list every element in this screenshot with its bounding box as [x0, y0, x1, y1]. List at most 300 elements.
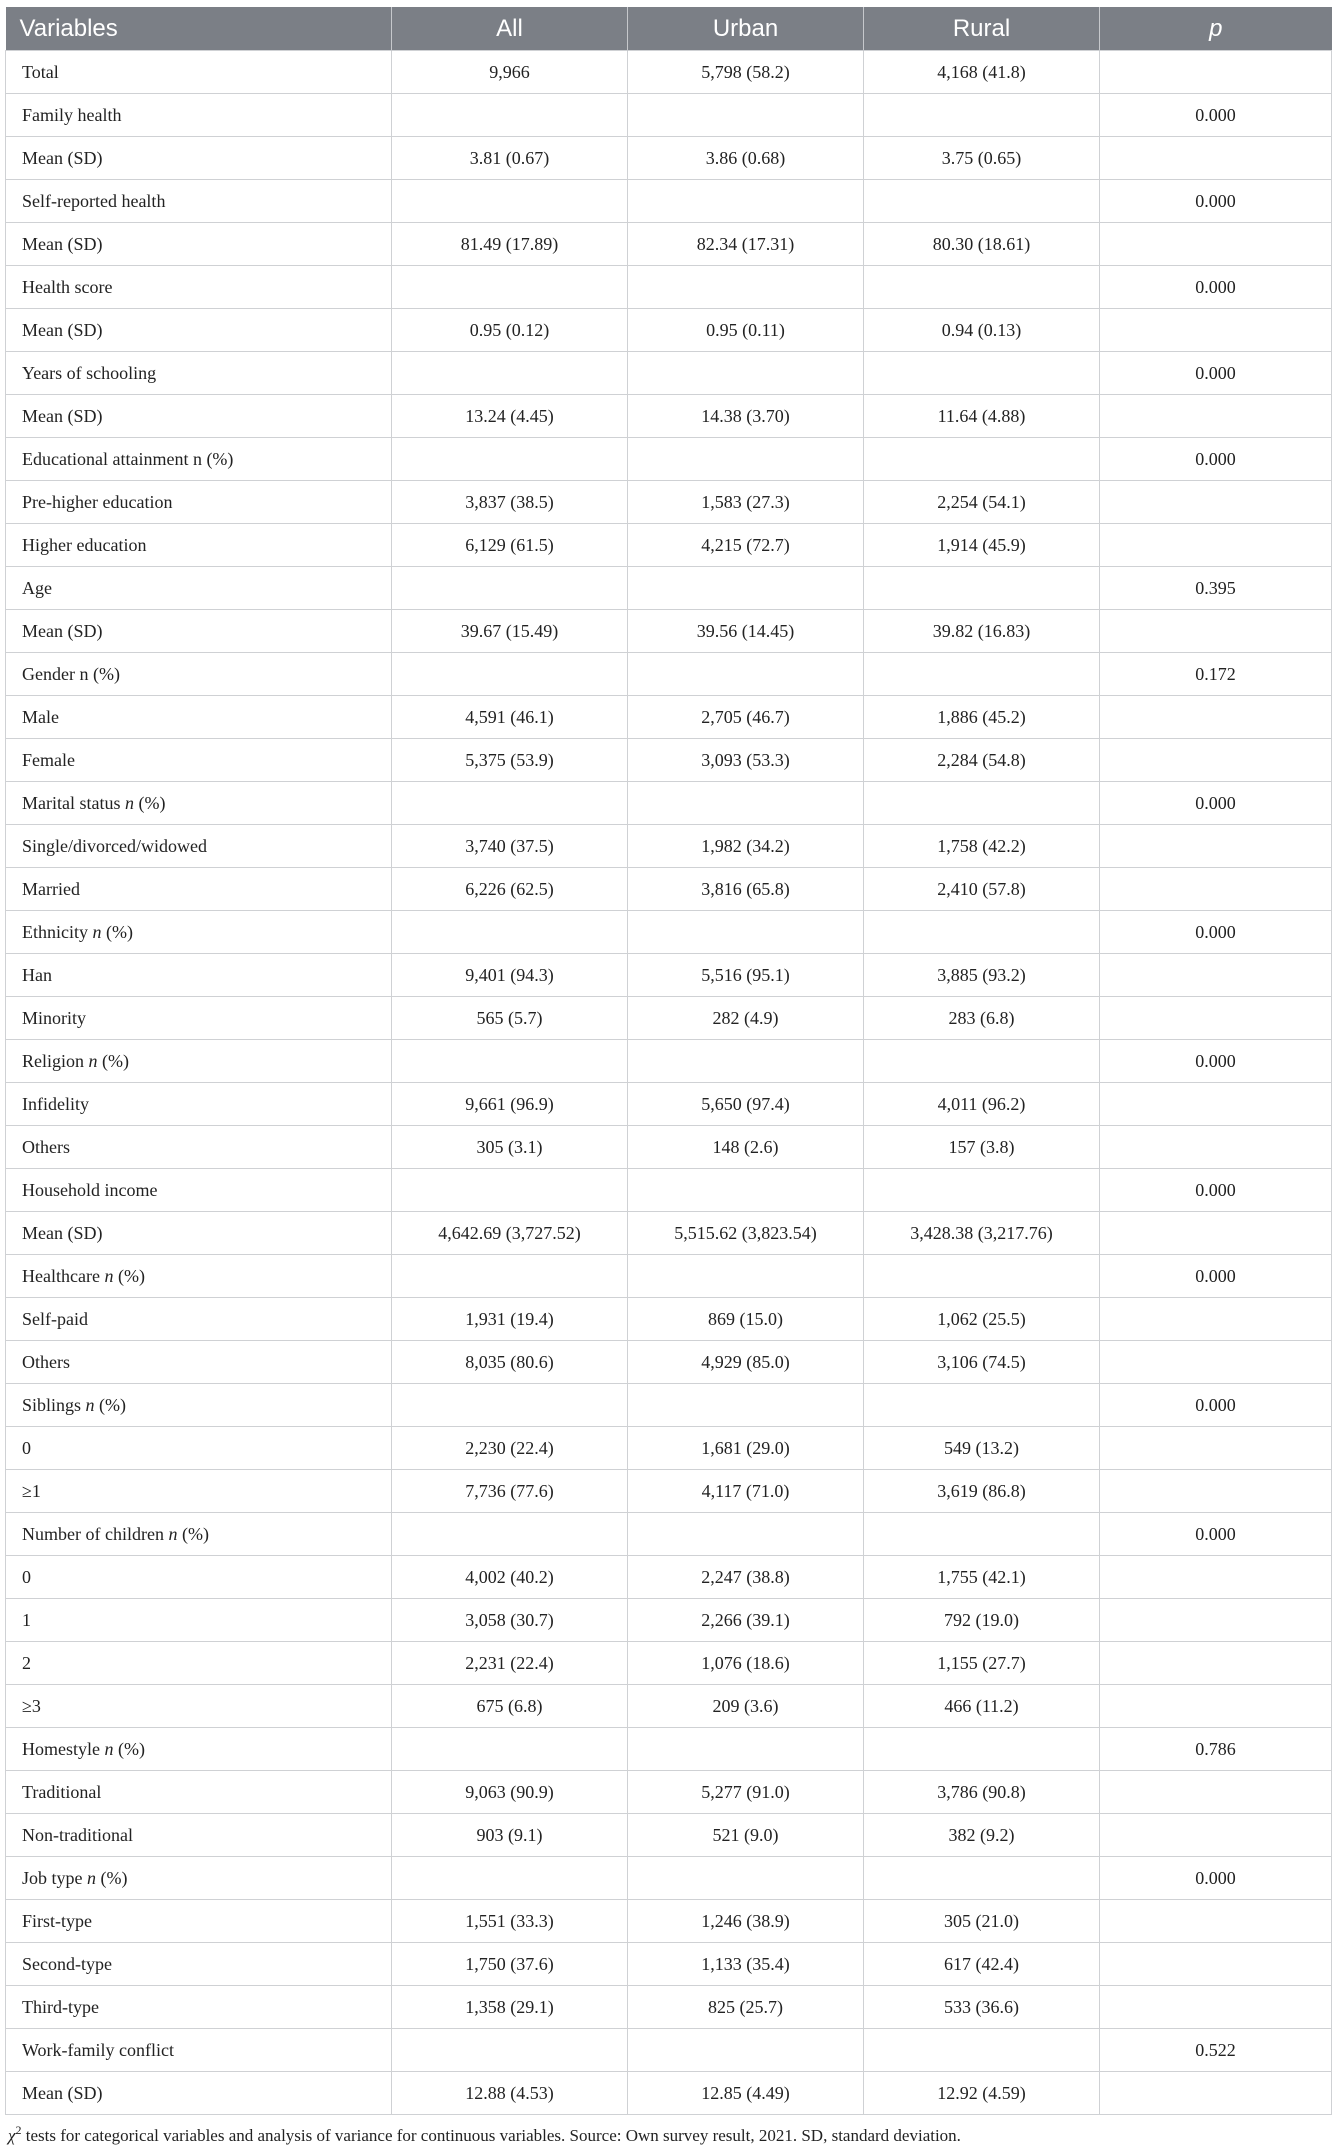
variable-cell [6, 739, 392, 782]
cell-rural [864, 1169, 1100, 1212]
cell-p-value: 0.000 [1100, 1169, 1332, 1212]
table-row [6, 438, 1332, 481]
table-container [5, 7, 1331, 2146]
cell-all: 4,642.69 (3,727.52) [392, 1212, 628, 1255]
cell-all [392, 1728, 628, 1771]
table-row [6, 610, 1332, 653]
table-row [6, 1298, 1332, 1341]
table-header [6, 7, 1332, 51]
footnote-text: tests for categorical variables and analysis of variance for continuous variables. Source: Own survey result, 2021. SD, standard deviation. [21, 2126, 961, 2145]
variable-label: Minority [22, 1007, 87, 1028]
cell-p-value [1100, 1685, 1332, 1728]
cell-p-value [1100, 524, 1332, 567]
cell-urban [628, 438, 864, 481]
table-row [6, 352, 1332, 395]
cell-rural: 4,168 (41.8) [864, 51, 1100, 94]
cell-p-value: 0.522 [1100, 2029, 1332, 2072]
cell-all: 7,736 (77.6) [392, 1470, 628, 1513]
cell-all: 1,931 (19.4) [392, 1298, 628, 1341]
footnote-superscript: 2 [15, 2123, 22, 2137]
variable-label: Single/divorced/widowed [22, 835, 207, 856]
variable-cell [6, 137, 392, 180]
variable-cell [6, 1599, 392, 1642]
table-row [6, 1083, 1332, 1126]
cell-all [392, 782, 628, 825]
cell-urban [628, 352, 864, 395]
cell-urban: 0.95 (0.11) [628, 309, 864, 352]
variable-label: Number of children [22, 1523, 164, 1544]
variable-label: Others [22, 1351, 70, 1372]
variable-cell [6, 180, 392, 223]
cell-urban: 5,515.62 (3,823.54) [628, 1212, 864, 1255]
cell-all: 6,226 (62.5) [392, 868, 628, 911]
variable-cell [6, 1126, 392, 1169]
variable-label: Ethnicity [22, 921, 88, 942]
cell-p-value: 0.000 [1100, 352, 1332, 395]
cell-urban: 4,929 (85.0) [628, 1341, 864, 1384]
variable-cell [6, 610, 392, 653]
cell-rural: 382 (9.2) [864, 1814, 1100, 1857]
cell-rural: 3,885 (93.2) [864, 954, 1100, 997]
cell-all: 9,063 (90.9) [392, 1771, 628, 1814]
table-row [6, 1255, 1332, 1298]
cell-all [392, 438, 628, 481]
variable-cell [6, 1513, 392, 1556]
table-row [6, 2072, 1332, 2115]
variable-cell [6, 1814, 392, 1857]
variable-label: Religion [22, 1050, 84, 1071]
header-all: All [392, 7, 628, 51]
variable-label: 0 [22, 1566, 31, 1587]
table-row [6, 997, 1332, 1040]
cell-all [392, 1255, 628, 1298]
variable-label: Infidelity [22, 1093, 89, 1114]
cell-all: 9,401 (94.3) [392, 954, 628, 997]
cell-p-value [1100, 395, 1332, 438]
variable-label: Married [22, 878, 80, 899]
variable-label: Pre-higher education [22, 491, 173, 512]
variable-label: First-type [22, 1910, 92, 1931]
variable-cell [6, 1556, 392, 1599]
variable-label: Homestyle [22, 1738, 100, 1759]
cell-p-value: 0.000 [1100, 438, 1332, 481]
variable-n-symbol: n [85, 1394, 95, 1415]
cell-rural [864, 1255, 1100, 1298]
variable-label: Mean (SD) [22, 620, 103, 641]
cell-all: 1,358 (29.1) [392, 1986, 628, 2029]
cell-urban [628, 782, 864, 825]
cell-urban: 3,093 (53.3) [628, 739, 864, 782]
cell-urban: 521 (9.0) [628, 1814, 864, 1857]
cell-rural: 157 (3.8) [864, 1126, 1100, 1169]
cell-urban [628, 653, 864, 696]
variable-cell [6, 1900, 392, 1943]
variable-cell [6, 1255, 392, 1298]
cell-urban: 1,681 (29.0) [628, 1427, 864, 1470]
table-row [6, 1943, 1332, 1986]
variable-label: Mean (SD) [22, 319, 103, 340]
cell-urban: 1,076 (18.6) [628, 1642, 864, 1685]
variable-label: Female [22, 749, 75, 770]
cell-all: 305 (3.1) [392, 1126, 628, 1169]
table-row [6, 1384, 1332, 1427]
variable-n-symbol: n [104, 1738, 114, 1759]
variable-cell [6, 1857, 392, 1900]
cell-urban [628, 1857, 864, 1900]
table-row [6, 653, 1332, 696]
cell-urban: 12.85 (4.49) [628, 2072, 864, 2115]
cell-rural [864, 94, 1100, 137]
table-row [6, 309, 1332, 352]
table-row [6, 1470, 1332, 1513]
variable-cell [6, 696, 392, 739]
cell-p-value [1100, 1771, 1332, 1814]
cell-rural: 2,410 (57.8) [864, 868, 1100, 911]
table-row [6, 1427, 1332, 1470]
cell-rural: 549 (13.2) [864, 1427, 1100, 1470]
cell-all [392, 1857, 628, 1900]
table-row [6, 739, 1332, 782]
variable-label: 0 [22, 1437, 31, 1458]
cell-all: 2,231 (22.4) [392, 1642, 628, 1685]
variable-cell [6, 1642, 392, 1685]
cell-urban [628, 2029, 864, 2072]
variable-cell [6, 1943, 392, 1986]
cell-rural: 3,106 (74.5) [864, 1341, 1100, 1384]
data-table [5, 7, 1332, 2115]
cell-all [392, 1513, 628, 1556]
table-body [6, 51, 1332, 2115]
variable-label: Self-reported health [22, 190, 166, 211]
cell-all [392, 1040, 628, 1083]
variable-n-symbol: n [92, 921, 102, 942]
cell-urban [628, 567, 864, 610]
cell-urban: 825 (25.7) [628, 1986, 864, 2029]
cell-all: 4,002 (40.2) [392, 1556, 628, 1599]
table-row [6, 481, 1332, 524]
variable-label: Male [22, 706, 59, 727]
table-row [6, 524, 1332, 567]
header-variables: Variables [6, 7, 392, 51]
table-row [6, 696, 1332, 739]
variable-suffix: (%) [133, 792, 166, 813]
cell-urban: 39.56 (14.45) [628, 610, 864, 653]
variable-label: Mean (SD) [22, 147, 103, 168]
table-row [6, 2029, 1332, 2072]
cell-rural: 2,284 (54.8) [864, 739, 1100, 782]
table-row [6, 954, 1332, 997]
cell-p-value: 0.172 [1100, 653, 1332, 696]
cell-p-value: 0.000 [1100, 1384, 1332, 1427]
cell-all [392, 180, 628, 223]
variable-cell [6, 567, 392, 610]
cell-urban: 1,982 (34.2) [628, 825, 864, 868]
cell-urban: 5,650 (97.4) [628, 1083, 864, 1126]
variable-cell [6, 782, 392, 825]
variable-cell [6, 1083, 392, 1126]
variable-label: Others [22, 1136, 70, 1157]
cell-urban [628, 1255, 864, 1298]
table-row [6, 1341, 1332, 1384]
variable-label: Gender n (%) [22, 663, 120, 684]
cell-p-value: 0.000 [1100, 1255, 1332, 1298]
table-row [6, 180, 1332, 223]
header-urban: Urban [628, 7, 864, 51]
cell-all: 13.24 (4.45) [392, 395, 628, 438]
table-row [6, 1771, 1332, 1814]
variable-suffix: (%) [177, 1523, 209, 1544]
variable-label: Mean (SD) [22, 405, 103, 426]
cell-all [392, 653, 628, 696]
cell-urban: 209 (3.6) [628, 1685, 864, 1728]
cell-rural [864, 782, 1100, 825]
cell-rural: 39.82 (16.83) [864, 610, 1100, 653]
table-row [6, 1556, 1332, 1599]
variable-cell [6, 481, 392, 524]
variable-cell [6, 653, 392, 696]
variable-label: Family health [22, 104, 122, 125]
cell-rural: 80.30 (18.61) [864, 223, 1100, 266]
variable-label: Health score [22, 276, 113, 297]
cell-urban: 4,117 (71.0) [628, 1470, 864, 1513]
cell-p-value [1100, 309, 1332, 352]
cell-p-value [1100, 1599, 1332, 1642]
variable-label: Educational attainment n (%) [22, 448, 234, 469]
cell-p-value: 0.000 [1100, 1040, 1332, 1083]
variable-cell [6, 868, 392, 911]
cell-all: 3,740 (37.5) [392, 825, 628, 868]
cell-all [392, 352, 628, 395]
cell-p-value [1100, 1126, 1332, 1169]
variable-suffix: (%) [97, 1050, 129, 1071]
variable-cell [6, 51, 392, 94]
cell-rural: 1,062 (25.5) [864, 1298, 1100, 1341]
cell-rural [864, 266, 1100, 309]
cell-urban: 2,247 (38.8) [628, 1556, 864, 1599]
cell-urban [628, 1384, 864, 1427]
variable-cell [6, 352, 392, 395]
cell-p-value: 0.395 [1100, 567, 1332, 610]
cell-p-value: 0.786 [1100, 1728, 1332, 1771]
cell-p-value: 0.000 [1100, 782, 1332, 825]
variable-label: Mean (SD) [22, 1222, 103, 1243]
cell-p-value [1100, 739, 1332, 782]
cell-rural: 1,155 (27.7) [864, 1642, 1100, 1685]
variable-label: Second-type [22, 1953, 112, 1974]
variable-n-symbol: n [87, 1867, 96, 1888]
variable-cell [6, 395, 392, 438]
variable-label: 2 [22, 1652, 31, 1673]
cell-urban: 282 (4.9) [628, 997, 864, 1040]
cell-all: 3,058 (30.7) [392, 1599, 628, 1642]
table-row [6, 1814, 1332, 1857]
cell-p-value: 0.000 [1100, 911, 1332, 954]
variable-cell [6, 911, 392, 954]
table-row [6, 1986, 1332, 2029]
cell-p-value [1100, 1212, 1332, 1255]
cell-all: 12.88 (4.53) [392, 2072, 628, 2115]
cell-p-value [1100, 1556, 1332, 1599]
cell-rural: 1,755 (42.1) [864, 1556, 1100, 1599]
cell-rural: 2,254 (54.1) [864, 481, 1100, 524]
cell-all: 903 (9.1) [392, 1814, 628, 1857]
cell-p-value [1100, 825, 1332, 868]
cell-all: 3.81 (0.67) [392, 137, 628, 180]
cell-all: 675 (6.8) [392, 1685, 628, 1728]
cell-rural [864, 1728, 1100, 1771]
cell-rural: 466 (11.2) [864, 1685, 1100, 1728]
cell-rural [864, 1040, 1100, 1083]
cell-p-value [1100, 137, 1332, 180]
cell-rural [864, 911, 1100, 954]
cell-urban [628, 1513, 864, 1556]
cell-urban [628, 1728, 864, 1771]
cell-all: 1,750 (37.6) [392, 1943, 628, 1986]
cell-rural: 792 (19.0) [864, 1599, 1100, 1642]
table-row [6, 782, 1332, 825]
cell-p-value [1100, 997, 1332, 1040]
cell-all: 81.49 (17.89) [392, 223, 628, 266]
table-row [6, 395, 1332, 438]
cell-urban [628, 266, 864, 309]
table-row [6, 911, 1332, 954]
cell-urban [628, 1040, 864, 1083]
cell-urban: 5,516 (95.1) [628, 954, 864, 997]
cell-urban: 3,816 (65.8) [628, 868, 864, 911]
variable-label: Traditional [22, 1781, 102, 1802]
cell-p-value [1100, 1427, 1332, 1470]
cell-rural: 1,886 (45.2) [864, 696, 1100, 739]
variable-label: Mean (SD) [22, 233, 103, 254]
cell-rural: 4,011 (96.2) [864, 1083, 1100, 1126]
cell-p-value [1100, 1814, 1332, 1857]
table-row [6, 1685, 1332, 1728]
variable-cell [6, 2029, 392, 2072]
variable-label: ≥1 [22, 1480, 41, 1501]
table-row [6, 825, 1332, 868]
variable-suffix: (%) [113, 1265, 145, 1286]
variable-label: Healthcare [22, 1265, 100, 1286]
cell-all: 0.95 (0.12) [392, 309, 628, 352]
cell-urban: 1,133 (35.4) [628, 1943, 864, 1986]
cell-all [392, 266, 628, 309]
cell-p-value: 0.000 [1100, 266, 1332, 309]
cell-rural [864, 1513, 1100, 1556]
cell-rural: 3.75 (0.65) [864, 137, 1100, 180]
variable-cell [6, 524, 392, 567]
cell-all: 5,375 (53.9) [392, 739, 628, 782]
variable-label: Han [22, 964, 52, 985]
variable-cell [6, 1169, 392, 1212]
variable-n-symbol: n [124, 792, 134, 813]
cell-urban [628, 911, 864, 954]
table-row [6, 137, 1332, 180]
variable-cell [6, 997, 392, 1040]
cell-all: 8,035 (80.6) [392, 1341, 628, 1384]
table-row [6, 51, 1332, 94]
cell-rural: 3,786 (90.8) [864, 1771, 1100, 1814]
table-row [6, 1857, 1332, 1900]
variable-label: Siblings [22, 1394, 82, 1415]
cell-rural: 3,619 (86.8) [864, 1470, 1100, 1513]
variable-cell [6, 223, 392, 266]
cell-p-value: 0.000 [1100, 1857, 1332, 1900]
variable-label: Self-paid [22, 1308, 88, 1329]
cell-urban: 5,798 (58.2) [628, 51, 864, 94]
table-row [6, 223, 1332, 266]
cell-urban: 4,215 (72.7) [628, 524, 864, 567]
cell-all: 9,966 [392, 51, 628, 94]
table-row [6, 94, 1332, 137]
variable-suffix: (%) [101, 921, 133, 942]
cell-rural: 283 (6.8) [864, 997, 1100, 1040]
variable-label: 1 [22, 1609, 31, 1630]
header-rural: Rural [864, 7, 1100, 51]
footnote-symbol: χ [8, 2126, 16, 2145]
cell-rural [864, 180, 1100, 223]
cell-rural: 1,758 (42.2) [864, 825, 1100, 868]
cell-urban [628, 94, 864, 137]
variable-label: Mean (SD) [22, 2082, 103, 2103]
cell-all [392, 1384, 628, 1427]
cell-all: 1,551 (33.3) [392, 1900, 628, 1943]
variable-suffix: (%) [113, 1738, 145, 1759]
cell-rural: 11.64 (4.88) [864, 395, 1100, 438]
variable-cell [6, 1341, 392, 1384]
cell-all [392, 567, 628, 610]
cell-rural: 12.92 (4.59) [864, 2072, 1100, 2115]
variable-cell [6, 1040, 392, 1083]
variable-cell [6, 1986, 392, 2029]
cell-p-value [1100, 1298, 1332, 1341]
table-row [6, 1169, 1332, 1212]
cell-rural: 305 (21.0) [864, 1900, 1100, 1943]
cell-all: 3,837 (38.5) [392, 481, 628, 524]
table-row [6, 1040, 1332, 1083]
cell-p-value [1100, 2072, 1332, 2115]
variable-cell [6, 2072, 392, 2115]
variable-label: ≥3 [22, 1695, 41, 1716]
cell-p-value [1100, 481, 1332, 524]
cell-p-value [1100, 1341, 1332, 1384]
variable-label: Higher education [22, 534, 147, 555]
cell-p-value [1100, 954, 1332, 997]
cell-rural: 617 (42.4) [864, 1943, 1100, 1986]
variable-cell [6, 438, 392, 481]
variable-cell [6, 94, 392, 137]
cell-rural: 0.94 (0.13) [864, 309, 1100, 352]
cell-p-value [1100, 1470, 1332, 1513]
cell-all [392, 94, 628, 137]
variable-label: Third-type [22, 1996, 99, 2017]
variable-cell [6, 1212, 392, 1255]
cell-urban: 2,705 (46.7) [628, 696, 864, 739]
cell-all: 565 (5.7) [392, 997, 628, 1040]
cell-all [392, 1169, 628, 1212]
cell-rural [864, 653, 1100, 696]
table-row [6, 266, 1332, 309]
variable-label: Non-traditional [22, 1824, 133, 1845]
cell-urban: 148 (2.6) [628, 1126, 864, 1169]
table-row [6, 1599, 1332, 1642]
cell-urban: 82.34 (17.31) [628, 223, 864, 266]
variable-label: Household income [22, 1179, 158, 1200]
variable-cell [6, 1771, 392, 1814]
table-row [6, 1513, 1332, 1556]
cell-p-value [1100, 1083, 1332, 1126]
table-row [6, 868, 1332, 911]
variable-cell [6, 1427, 392, 1470]
